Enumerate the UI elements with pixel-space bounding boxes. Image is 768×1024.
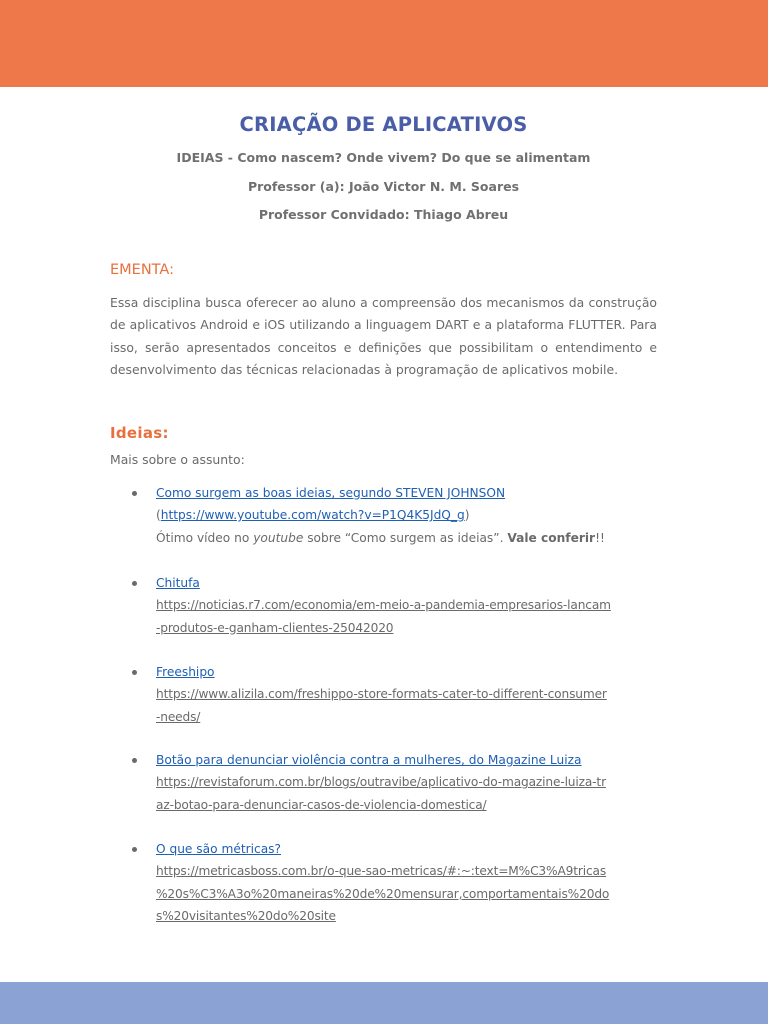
subtitle-professor: Professor (a): João Victor N. M. Soares — [247, 179, 520, 194]
bullet-icon — [132, 758, 137, 763]
ideias-heading: Ideias: — [110, 424, 169, 442]
url-link[interactable]: s%20visitantes%20do%20site — [156, 908, 336, 923]
bullet-icon — [132, 847, 137, 852]
bullet-icon — [132, 581, 137, 586]
document-title: CRIAÇÃO DE APLICATIVOS — [239, 113, 528, 136]
ementa-text: Essa disciplina busca oferecer ao aluno a compreensão dos mecanismos da construção de aplicativos Android e iOS utilizando a linguagem DART e a plataforma FLUTTER. Para isso, serão apresentados conceitos e definições que possibilitam o entendimento e desenvolvimento das técnicas relacionadas à programação de aplicativos mobile. — [110, 295, 657, 377]
link-title-metricas[interactable]: O que são métricas? — [156, 842, 281, 856]
bullet-icon — [132, 491, 137, 496]
url-link[interactable]: -produtos-e-ganham-clientes-25042020 — [156, 620, 394, 635]
url-link[interactable]: az-botao-para-denunciar-casos-de-violencia-domestica/ — [156, 797, 487, 812]
subtitle-guest-professor: Professor Convidado: Thiago Abreu — [258, 207, 509, 222]
subtitle-topic: IDEIAS - Como nascem? Onde vivem? Do que se alimentam — [176, 150, 591, 165]
url-link[interactable]: https://revistaforum.com.br/blogs/outravibe/aplicativo-do-magazine-luiza-tr — [156, 775, 606, 790]
url-line — [156, 508, 470, 522]
note-text: Ótimo vídeo no — [156, 530, 254, 545]
link-title-steven-johnson[interactable]: Como surgem as boas ideias, segundo STEVEN JOHNSON — [156, 486, 506, 500]
note-text: sobre “Como surgem as ideias”. — [303, 530, 508, 545]
paren-close: ) — [464, 508, 470, 523]
url-link[interactable]: https://www.youtube.com/watch?v=P1Q4K5JdQ_g — [160, 508, 465, 523]
ideias-intro: Mais sobre o assunto: — [110, 452, 245, 467]
bullet-icon — [132, 670, 137, 675]
link-title-magazine-luiza[interactable]: Botão para denunciar violência contra a mulheres, do Magazine Luiza — [156, 753, 582, 767]
header-banner — [0, 0, 768, 87]
link-title-chitufa[interactable]: Chitufa — [156, 576, 200, 590]
url-link[interactable]: %20s%C3%A3o%20maneiras%20de%20mensurar,comportamentais%20do — [156, 886, 610, 901]
ementa-heading: EMENTA: — [110, 262, 174, 278]
paren-open: ( — [156, 508, 161, 523]
note-text: !! — [595, 530, 605, 545]
url-link[interactable]: https://metricasboss.com.br/o-que-sao-metricas/#:~:text=M%C3%A9tricas — [156, 864, 607, 879]
note-italic: youtube — [253, 530, 304, 545]
item-note — [156, 531, 605, 545]
url-link[interactable]: https://www.alizila.com/freshippo-store-formats-cater-to-different-consumer — [156, 687, 607, 702]
url-link[interactable]: https://noticias.r7.com/economia/em-meio-a-pandemia-empresarios-lancam — [156, 598, 611, 613]
url-link[interactable]: -needs/ — [156, 709, 201, 724]
footer-banner — [0, 982, 768, 1024]
link-title-freeshipo[interactable]: Freeshipo — [156, 665, 215, 679]
note-bold: Vale conferir — [507, 530, 596, 545]
